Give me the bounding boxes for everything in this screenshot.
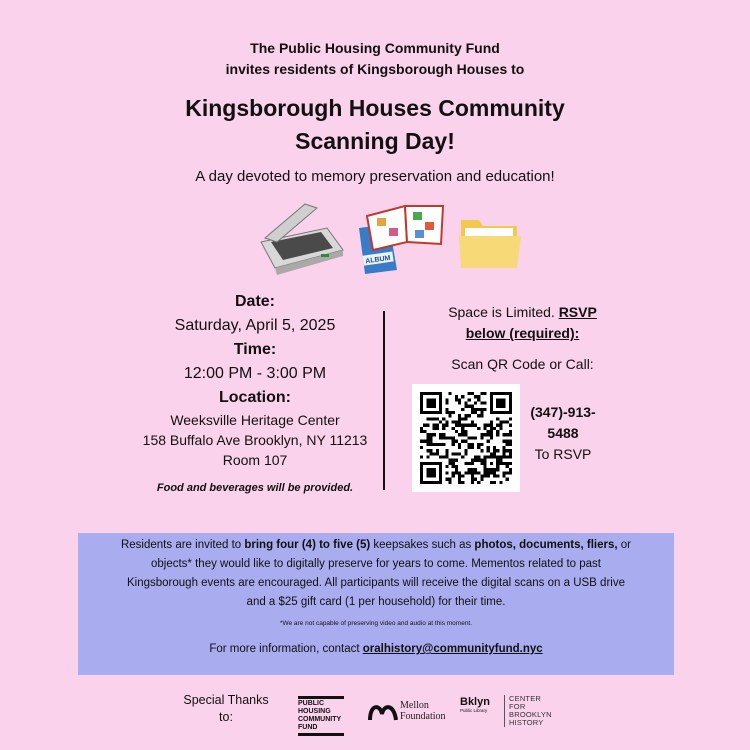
rsvp-below-text: below (required): — [465, 325, 580, 341]
vertical-divider — [383, 311, 385, 490]
date-value: Saturday, April 5, 2025 — [174, 317, 336, 334]
center-brooklyn-history-logo — [504, 695, 564, 727]
time-value: 12:00 PM - 3:00 PM — [183, 365, 327, 382]
bklyn-logo-main: Bklyn — [460, 696, 490, 708]
info-text-e: documents, fliers, — [519, 539, 618, 551]
time-label: Time: — [233, 341, 277, 358]
bklyn-library-logo — [460, 696, 508, 720]
location-line-1: Weeksville Heritage Center — [170, 412, 340, 428]
location-line-2: 158 Buffalo Ave Brooklyn, NY 11213 — [142, 432, 368, 448]
phcf-logo-line: COMMUNITY — [298, 716, 342, 723]
info-text-a: Residents are invited to — [120, 539, 245, 551]
qr-code-image — [420, 392, 512, 484]
mellon-logo-text — [400, 700, 446, 722]
event-details — [110, 290, 400, 494]
phone-rsvp — [526, 402, 600, 465]
scanner-icon — [261, 204, 343, 275]
phcf-logo-line: HOUSING — [298, 708, 331, 715]
contact-line — [118, 640, 634, 659]
intro-line-1: The Public Housing Community Fund — [250, 40, 500, 56]
footnote: *We are not capable of preserving video and audio at this moment. — [279, 620, 473, 627]
intro-line-2: invites residents of Kingsborough Houses to — [225, 61, 525, 77]
rsvp-word: RSVP — [558, 304, 597, 320]
space-limited-text: Space is Limited. — [448, 304, 555, 320]
info-text-b: bring four (4) to five (5) — [244, 539, 371, 551]
thanks-line-2: to: — [219, 710, 233, 724]
mellon-line-2: Foundation — [400, 711, 446, 722]
rsvp-heading — [410, 302, 635, 344]
date-label: Date: — [234, 293, 275, 310]
mellon-line-1: Mellon — [400, 700, 429, 711]
mellon-logo-mark — [368, 700, 398, 722]
icon-row — [255, 198, 525, 282]
cbh-logo-line: FOR — [509, 702, 526, 711]
info-paragraph — [118, 536, 634, 612]
phone-line-3: To RSVP — [534, 446, 592, 462]
title-line-2: Scanning Day! — [295, 128, 455, 154]
phcf-logo-line: FUND — [298, 724, 318, 731]
qr-code[interactable] — [412, 384, 520, 492]
location-label: Location: — [219, 389, 291, 406]
folder-icon — [459, 220, 521, 268]
phcf-logo — [298, 695, 344, 737]
mellon-logo — [368, 700, 453, 724]
subtitle: A day devoted to memory preservation and education! — [195, 168, 555, 185]
contact-email-link[interactable]: oralhistory@communityfund.nyc — [362, 643, 543, 655]
contact-prefix: For more information, contact — [209, 643, 363, 655]
info-box — [78, 533, 674, 675]
cbh-logo-line: CENTER — [509, 694, 542, 703]
info-text-c: keepsakes such as — [370, 539, 475, 551]
food-note: Food and beverages will be provided. — [156, 482, 354, 494]
title-line-1: Kingsborough Houses Community — [185, 95, 565, 121]
intro-text — [0, 38, 750, 80]
thanks-line-1: Special Thanks — [183, 693, 269, 707]
phone-line-1[interactable]: (347)-913- — [530, 404, 596, 420]
info-text-d: photos, — [474, 539, 516, 551]
info-text-f: or objects* they would like to digitally preserve for years to come. Mementos related to past Kingsborough events are encouraged. All participants will receive the digital scans on a USB drive and a $25 gift card (1 per household) for their time. — [127, 539, 631, 608]
photo-album-icon — [359, 206, 443, 274]
cbh-logo-line: HISTORY — [509, 718, 544, 727]
album-label: ALBUM — [364, 254, 391, 266]
page-title — [0, 92, 750, 158]
scan-instruction: Scan QR Code or Call: — [451, 356, 594, 372]
location-line-3: Room 107 — [222, 452, 288, 468]
phone-line-2[interactable]: 5488 — [547, 425, 579, 441]
bklyn-logo-sub: Public Library — [460, 708, 488, 713]
special-thanks — [178, 692, 274, 726]
phcf-logo-line: PUBLIC — [298, 700, 325, 707]
cbh-logo-line: BROOKLYN — [509, 710, 552, 719]
